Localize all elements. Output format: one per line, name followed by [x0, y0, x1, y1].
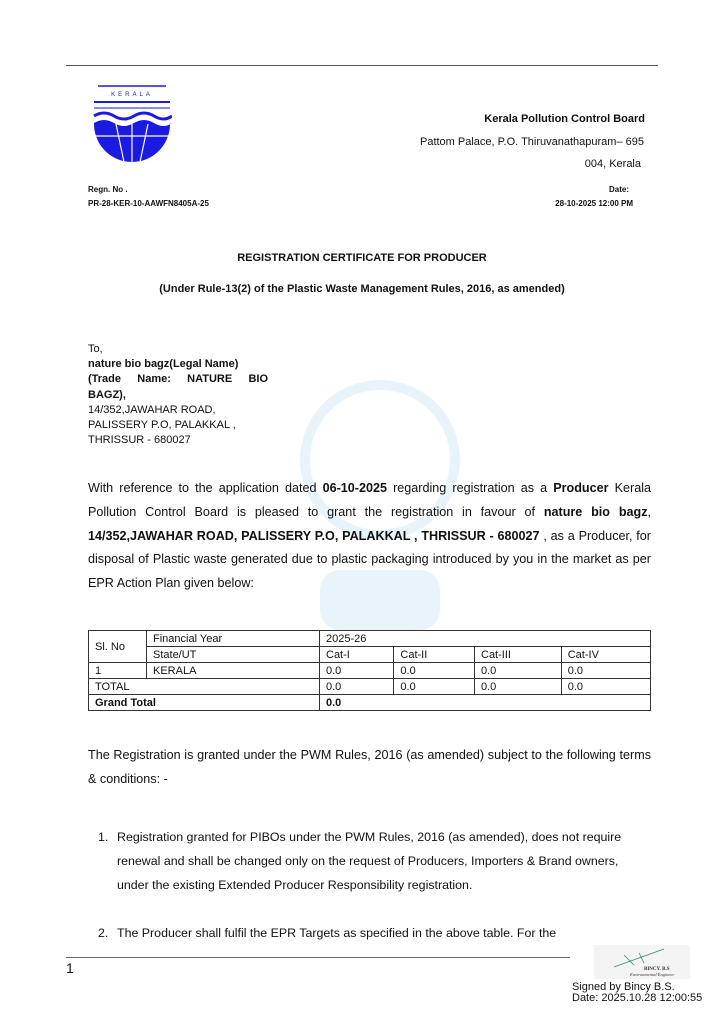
header-financial-year: Financial Year: [147, 631, 320, 647]
board-address-line1: Pattom Palace, P.O. Thiruvanathapuram– 695: [419, 136, 644, 148]
header-cat: Cat-II: [394, 647, 475, 663]
legal-name: nature bio bagz(Legal Name): [88, 358, 239, 371]
board-name: Kerala Pollution Control Board: [484, 113, 645, 125]
address-line: 14/352,JAWAHAR ROAD,: [88, 403, 216, 416]
certificate-title: REGISTRATION CERTIFICATE FOR PRODUCER: [237, 252, 487, 264]
epr-table: [88, 630, 651, 711]
cell-value: 0.0: [561, 679, 650, 695]
address-line: PALISSERY P.O, PALAKKAL ,: [88, 419, 236, 432]
board-address-line2: 004, Kerala: [584, 158, 641, 170]
condition-item: [98, 921, 646, 945]
signed-date: Date: 2025.10.28 12:00:55: [572, 992, 703, 1004]
cell-value: 0.0: [561, 663, 650, 679]
para-text: Kerala Pollution Control Board is pleased to grant the registration in favour of: [88, 481, 651, 519]
condition-text: Registration granted for PIBOs under the PWM Rules, 2016 (as amended), does not require renewal and shall be changed only on the request of Producers, Importers & Brand owners, under the existing Extended Producer Responsibility registration.: [117, 830, 622, 892]
cell-sl: 1: [89, 663, 147, 679]
signed-by: Signed by Bincy B.S.: [572, 981, 675, 993]
header-year: 2025-26: [320, 631, 651, 647]
condition-text: The Producer shall fulfil the EPR Targets as specified in the above table. For the: [117, 926, 557, 940]
cell-value: 0.0: [394, 663, 475, 679]
to-label: To,: [88, 343, 103, 355]
grant-paragraph: [88, 477, 651, 596]
recipient-block: [88, 342, 268, 448]
regn-label: Regn. No .: [88, 185, 128, 194]
svg-text:KERALA: KERALA: [111, 92, 153, 98]
svg-text:BINCY. B.S: BINCY. B.S: [644, 967, 670, 972]
signature-icon: [594, 945, 690, 979]
condition-number: 1.: [98, 830, 109, 844]
cell-value: 0.0: [320, 679, 394, 695]
grand-total-value: 0.0: [320, 695, 651, 711]
header-cat: Cat-IV: [561, 647, 650, 663]
header-state-ut: State/UT: [147, 647, 320, 663]
condition-item: [98, 825, 646, 897]
total-label: TOTAL: [89, 679, 320, 695]
date-value: 28-10-2025 12:00 PM: [555, 199, 633, 208]
table-row: [89, 663, 651, 679]
application-date: 06-10-2025: [322, 481, 388, 495]
registration-role: Producer: [553, 481, 609, 495]
svg-text:Environmental Engineer: Environmental Engineer: [630, 972, 675, 977]
terms-intro: The Registration is granted under the PWM Rules, 2016 (as amended) subject to the following terms & conditions: -: [88, 748, 651, 786]
para-text: regarding registration as a: [387, 481, 554, 495]
footer-divider: [66, 957, 570, 958]
cell-value: 0.0: [394, 679, 475, 695]
para-text: ,: [647, 504, 651, 519]
producer-address: 14/352,JAWAHAR ROAD, PALISSERY P.O, PALAKKAL , THRISSUR - 680027: [88, 528, 540, 543]
header-sl-no: Sl. No: [89, 631, 147, 663]
cell-value: 0.0: [320, 663, 394, 679]
signature-stamp: [594, 945, 690, 979]
cell-state: KERALA: [147, 663, 320, 679]
total-row: [89, 679, 651, 695]
kerala-pcb-logo: [92, 84, 172, 162]
page-number: 1: [66, 960, 74, 976]
regn-value: PR-28-KER-10-AAWFN8405A-25: [88, 199, 209, 208]
cell-value: 0.0: [475, 663, 562, 679]
certificate-subtitle: (Under Rule-13(2) of the Plastic Waste Management Rules, 2016, as amended): [159, 283, 565, 295]
address-line: THRISSUR - 680027: [88, 434, 191, 447]
grand-total-row: [89, 695, 651, 711]
producer-name: nature bio bagz: [543, 504, 648, 519]
grand-total-label: Grand Total: [89, 695, 320, 711]
header-cat: Cat-III: [475, 647, 562, 663]
condition-number: 2.: [98, 926, 109, 940]
digital-signature-info: [572, 982, 702, 1004]
para-text: , as a Producer, for disposal of Plastic waste generated due to plastic packaging introduced by you in the market as per EPR Action Plan given below:: [88, 528, 651, 591]
cell-value: 0.0: [475, 679, 562, 695]
date-label: Date:: [608, 185, 629, 194]
header-cat: Cat-I: [320, 647, 394, 663]
header-divider: [66, 65, 658, 66]
trade-name: (Trade Name: NATURE BIO BAGZ),: [88, 373, 268, 401]
para-text: With reference to the application dated: [88, 481, 323, 495]
